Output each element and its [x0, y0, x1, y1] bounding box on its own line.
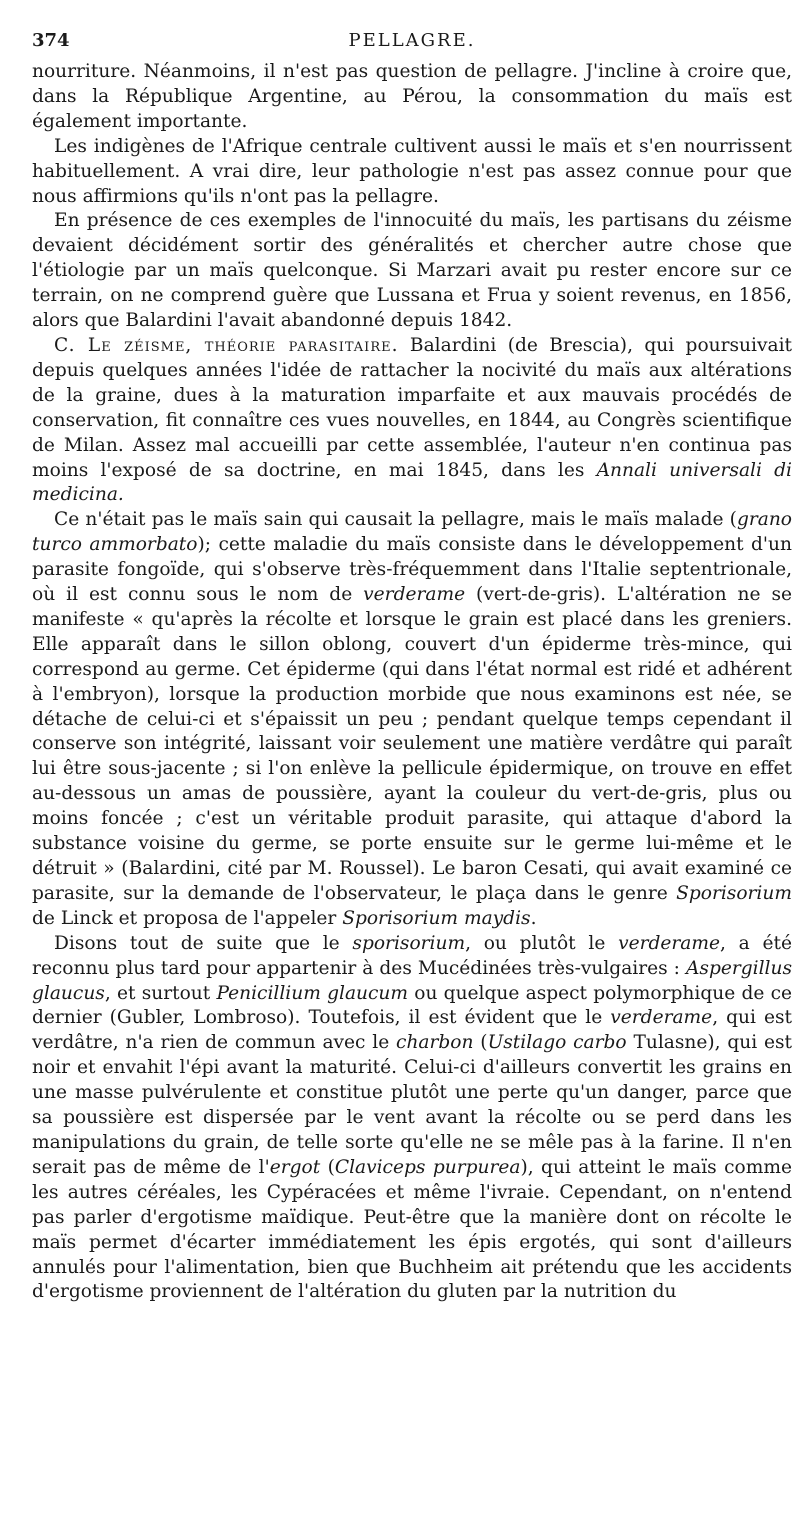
p6-text-a: Disons tout de suite que le [54, 932, 353, 954]
paragraph-4-text: Balardini (de Brescia), qui poursuivait depuis quelques années l'idée de rattacher la nocivité du maïs aux altérations de la graine, dues à la maturation imparfaite et aux mauvais procédés de conservation, fit connaître ces vues nouvelles, en 1844, au Congrès scientifique de Milan. Assez mal accueilli par cette assemblée, l'auteur n'en continua pas moins l'exposé de sa doctrine, en mai 1845, dans les [32, 334, 792, 481]
page-number: 374 [32, 30, 70, 51]
p5-text-c: ); cette maladie du maïs consiste dans le développement d'un parasite fongoïde, qui s'observe très-fréquemment dans l'Italie septentrionale, où il est connu sous le nom de [32, 534, 792, 606]
journal-title: Annali universali di medicina. [32, 459, 792, 506]
p6-italic-n: Ustilago carbo [487, 1032, 627, 1054]
p6-italic-h: Penicillium glaucum [216, 982, 409, 1004]
p6-text-e: , a été reconnu plus tard pour appartenir à des Mucédinées très-vulgaires : [32, 932, 792, 979]
p6-text-g: , et surtout [104, 982, 217, 1004]
p6-text-q: ( [320, 1156, 335, 1178]
running-title: PELLAGRE. [348, 30, 476, 51]
paragraph-4 [32, 334, 792, 508]
p6-text-i: ou quelque aspect polymorphique de ce dernier (Gubler, Lombroso). Toutefois, il est évident que le [32, 982, 793, 1029]
paragraph-3: En présence de ces exemples de l'innocuité du maïs, les partisans du zéisme devaient décidément sortir des généralités et chercher autre chose que l'étiologie par un maïs quelconque. Si Marzari avait pu rester encore sur ce terrain, on ne comprend guère que Lussana et Frua y soient revenus, en 1856, alors que Balardini l'avait abandonné depuis 1842. [32, 210, 792, 332]
p6-italic-l: charbon [396, 1032, 474, 1054]
paragraph-5 [32, 508, 792, 931]
p6-italic-p: ergot [269, 1156, 321, 1178]
paragraph-1: nourriture. Néanmoins, il n'est pas question de pellagre. J'incline à croire que, dans la République Argentine, au Pérou, la consommation du maïs est également importante. [32, 61, 792, 132]
p6-italic-d: verderame [618, 932, 721, 954]
p6-text-c: , ou plutôt le [465, 932, 619, 954]
p5-text-e: (vert-de-gris). L'altération ne se manifeste « qu'après la récolte et lorsque le grain est placé dans les greniers. Elle apparaît dans le sillon oblong, couvert d'un épiderme très-mince, qui correspond au germe. Cet épiderme (qui dans l'état normal est ridé et adhérent à l'embryon), lorsque la production morbide que nous examinons est née, se détache de celui-ci et s'épaissit un peu ; pendant quelque temps cependant il conserve son intégrité, laissant voir seulement une matière verdâtre qui paraît lui être sous-jacente ; si l'on enlève la pellicule épidermique, on trouve en effet au-dessous un amas de poussière, ayant la couleur du vert-de-gris, plus ou moins foncée ; c'est un véritable produit parasite, qui attaque d'abord la substance voisine du germe, se porte ensuite sur le germe lui-même et le détruit » (Balardini, cité par M. Roussel). Le baron Cesati, qui avait examiné ce parasite, sur la demande de l'observateur, le plaça dans le genre [32, 584, 793, 904]
p5-text-g: de Linck et proposa de l'appeler [32, 907, 343, 929]
p5-text-a: Ce n'était pas le maïs sain qui causait la pellagre, mais le maïs malade ( [54, 509, 737, 531]
paragraph-6 [32, 932, 792, 1306]
paragraph-2: Les indigènes de l'Afrique centrale cultivent aussi le maïs et s'en nourrissent habituellement. A vrai dire, leur pathologie n'est pas assez connue pour que nous affirmions qu'ils n'ont pas la pellagre. [32, 135, 792, 207]
p6-text-m: ( [473, 1032, 488, 1054]
p6-italic-f: Aspergillus glaucus [32, 957, 792, 1004]
section-heading: C. Le zéisme, théorie parasitaire. [54, 334, 399, 356]
p5-italic-b: grano turco ammorbato [32, 509, 792, 556]
p6-text-o: Tulasne), qui est noir et envahit l'épi avant la maturité. Celui-ci d'ailleurs convertit les grains en une masse pulvérulente et constitue plutôt une perte qu'un danger, parce que sa poussière est dispersée par le vent avant la récolte ou se perd dans les manipulations du grain, de telle sorte qu'elle ne se mêle pas à la farine. Il n'en serait pas de même de l' [32, 1032, 793, 1178]
p6-italic-r: Claviceps purpurea [334, 1156, 521, 1178]
p6-italic-b: sporisorium [352, 932, 466, 954]
p6-italic-j: verderame [610, 1007, 713, 1029]
p5-italic-f: Sporisorium [676, 882, 792, 904]
p5-italic-d: verderame [363, 584, 466, 606]
body-text [32, 60, 792, 1305]
book-page [32, 30, 792, 1305]
p5-italic-h: Sporisorium maydis [342, 907, 531, 929]
page-header [32, 30, 792, 60]
p6-text-s: ), qui atteint le maïs comme les autres céréales, les Cypéracées et même l'ivraie. Cependant, on n'entend pas parler d'ergotisme maïdique. Peut-être que la manière dont on récolte le maïs permet d'écarter immédiatement les épis ergotés, qui sont d'ailleurs annulés pour l'alimentation, bien que Buchheim ait prétendu que les accidents d'ergotisme proviennent de l'altération du gluten par la nutrition du [32, 1156, 792, 1303]
p6-text-k: , qui est verdâtre, n'a rien de commun avec le [32, 1007, 792, 1054]
p5-text-i: . [530, 907, 537, 929]
